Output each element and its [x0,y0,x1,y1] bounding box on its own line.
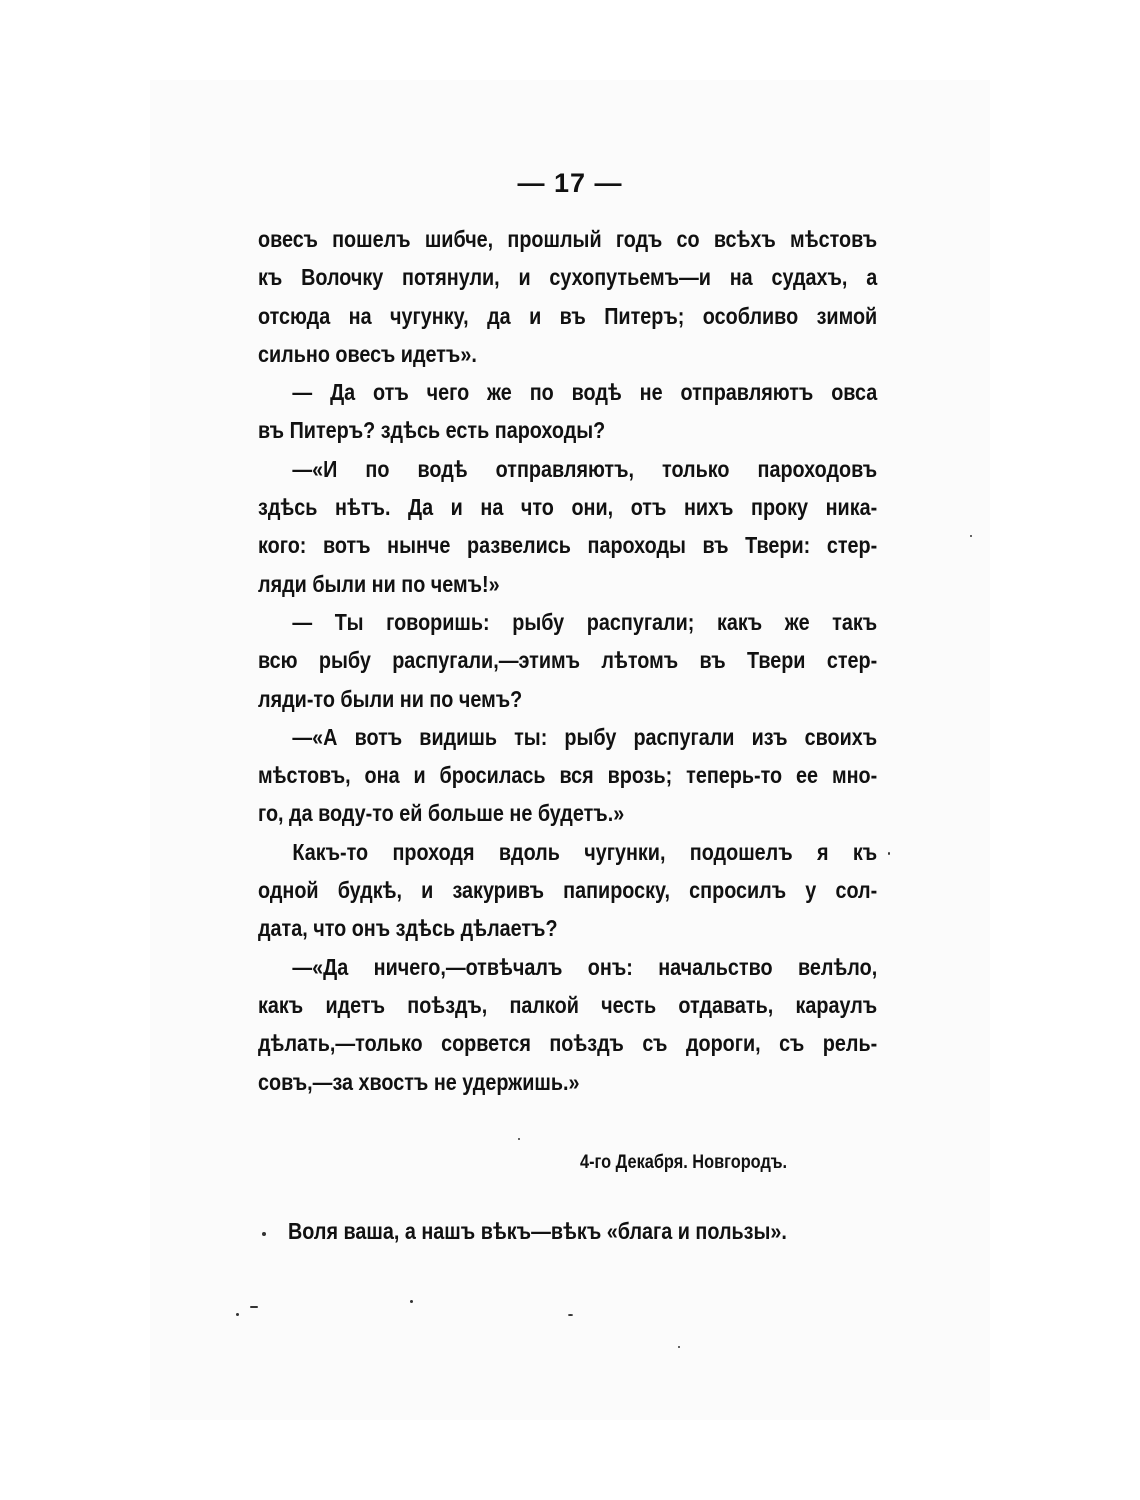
text-line: — Да отъ чего же по водѣ не отправляютъ овса [292,379,878,406]
text-line: — Ты говоришь: рыбу распугали; какъ же такъ [292,608,878,635]
text-line: кого: вотъ нынче развелись пароходы въ Твери: стер- [258,532,878,559]
scan-speck [410,1300,413,1303]
text-line: сильно овесъ идетъ». [258,340,477,367]
text-line: ляди были ни по чемъ!» [258,570,500,597]
text-line: здѣсь нѣтъ. Да и на что они, отъ нихъ проку ника- [258,494,878,521]
text-line: —«А вотъ видишь ты: рыбу распугали изъ своихъ [292,723,878,750]
scan-speck [970,535,972,537]
scan-speck [518,1138,520,1140]
text-line: одной будкѣ, и закуривъ папироску, спросилъ у сол- [258,877,878,904]
text-line: Какъ-то проходя вдоль чугунки, подошелъ я къ [292,838,878,865]
dateline: 4-го Декабря. Новгородъ. [580,1152,788,1173]
text-line: —«И по водѣ отправляютъ, только пароходовъ [292,455,878,482]
text-line: совъ,—за хвостъ не удержишь.» [258,1068,580,1095]
text-line: отсюда на чугунку, да и въ Питеръ; особливо зимой [258,302,878,329]
text-line: дѣлать,—только сорвется поѣздъ съ дороги, съ рель- [258,1030,878,1057]
scan-speck [250,1306,258,1308]
body-text [258,220,878,1101]
text-line: ляди-то были ни по чемъ? [258,685,523,712]
scan-speck [236,1313,239,1316]
text-line: —«Да ничего,—отвѣчалъ онъ: начальство велѣло, [292,953,878,980]
closing-line: Воля ваша, а нашъ вѣкъ—вѣкъ «блага и пользы». [288,1218,787,1244]
text-line: всю рыбу распугали,—этимъ лѣтомъ въ Твери стер- [258,647,878,674]
scan-speck [262,1232,266,1236]
scan-speck [568,1314,573,1316]
scan-speck [678,1346,680,1348]
text-line: го, да воду-то ей больше не будетъ.» [258,800,625,827]
text-line: какъ идетъ поѣздъ, палкой честь отдавать, караулъ [258,991,878,1018]
text-line: овесъ пошелъ шибче, прошлый годъ со всѣхъ мѣстовъ [258,226,878,252]
text-line: къ Волочку потянули, и сухопутьемъ—и на судахъ, а [258,264,878,291]
scan-speck [888,852,890,855]
text-line: въ Питеръ? здѣсь есть пароходы? [258,417,606,444]
text-line: дата, что онъ здѣсь дѣлаетъ? [258,915,558,942]
page-number: — 17 — [517,168,623,198]
text-line: мѣстовъ, она и бросилась вся врозь; теперь-то ее мно- [258,762,878,789]
